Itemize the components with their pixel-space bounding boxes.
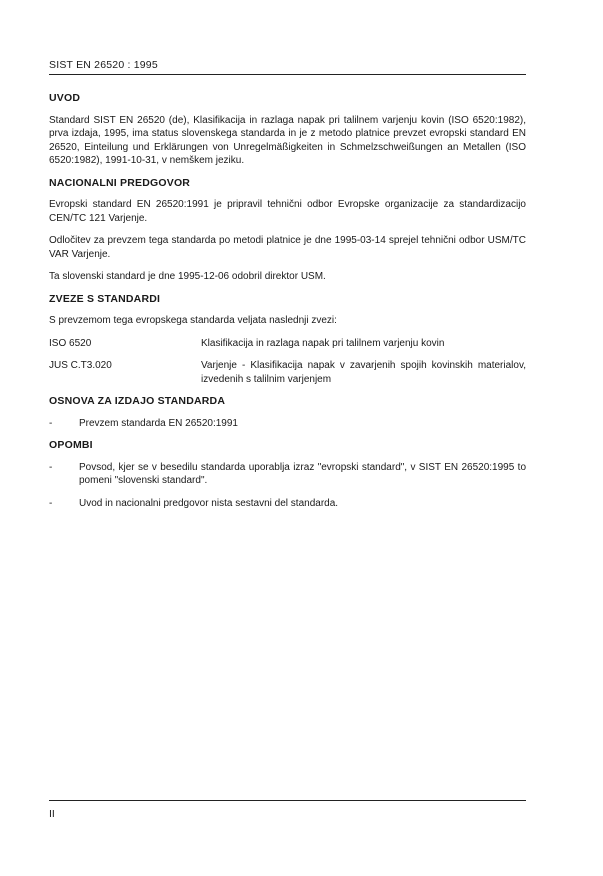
section-heading-osnova: OSNOVA ZA IZDAJO STANDARDA [49, 395, 226, 407]
list-item [49, 417, 526, 431]
header-rule [49, 74, 526, 75]
list-item [49, 461, 526, 488]
footer-rule [49, 800, 526, 801]
reference-row [49, 337, 526, 351]
section-zveze-s-standardi [49, 293, 526, 387]
reference-title: Klasifikacija in razlaga napak pri talilnem varjenju kovin [201, 337, 445, 349]
document-body [49, 92, 526, 519]
reference-title: Varjenje - Klasifikacija napak v zavarjenih spojih kovinskih materialov, izvedenih s talilnim varjenjem [201, 360, 526, 385]
list-dash: - [49, 461, 53, 473]
section-osnova [49, 395, 526, 430]
reference-row [49, 359, 526, 386]
list-dash: - [49, 497, 53, 509]
list-item-text: Povsod, kjer se v besedilu standarda uporablja izraz "evropski standard", v SIST EN 26520:1995 to pomeni "slovenski standard". [79, 461, 526, 486]
uvod-paragraph: Standard SIST EN 26520 (de), Klasifikacija in razlaga napak pri talilnem varjenju kovin (ISO 6520:1982), prva izdaja, 1995, ima status slovenskega standarda in je z metodo platnice prevzet evropski standard EN 26520, Einteilung und Erklärungen von Unregelmäßigkeiten in Schmelzschweißungen an Metallen (ISO 6520:1982), 1991-10-31, v nemškem jeziku. [49, 114, 526, 166]
nacionalni-paragraph-2: Odločitev za prevzem tega standarda po metodi platnice je dne 1995-03-14 sprejel tehnični odbor USM/TC VAR Varjenje. [49, 235, 526, 260]
reference-code: JUS C.T3.020 [49, 360, 112, 371]
section-opombi [49, 439, 526, 510]
nacionalni-paragraph-3: Ta slovenski standard je dne 1995-12-06 odobril direktor USM. [49, 271, 326, 282]
page-number: II [49, 808, 55, 820]
document-header: SIST EN 26520 : 1995 [49, 59, 158, 71]
list-item-text: Uvod in nacionalni predgovor nista sestavni del standarda. [79, 497, 339, 509]
nacionalni-paragraph-1: Evropski standard EN 26520:1991 je pripravil tehnični odbor Evropske organizacije za standardizacijo CEN/TC 121 Varjenje. [49, 199, 526, 224]
section-nacionalni-predgovor [49, 177, 526, 284]
list-item [49, 497, 526, 511]
section-heading-nacionalni-predgovor: NACIONALNI PREDGOVOR [49, 176, 191, 189]
reference-code: ISO 6520 [49, 337, 92, 349]
section-heading-opombi: OPOMBI [49, 439, 93, 451]
list-item-text: Prevzem standarda EN 26520:1991 [79, 417, 238, 429]
list-dash: - [49, 417, 53, 429]
zveze-intro: S prevzemom tega evropskega standarda veljata naslednji zvezi: [49, 315, 337, 326]
section-uvod [49, 92, 526, 168]
section-heading-zveze: ZVEZE S STANDARDI [49, 292, 161, 305]
section-heading-uvod: UVOD [49, 92, 81, 104]
